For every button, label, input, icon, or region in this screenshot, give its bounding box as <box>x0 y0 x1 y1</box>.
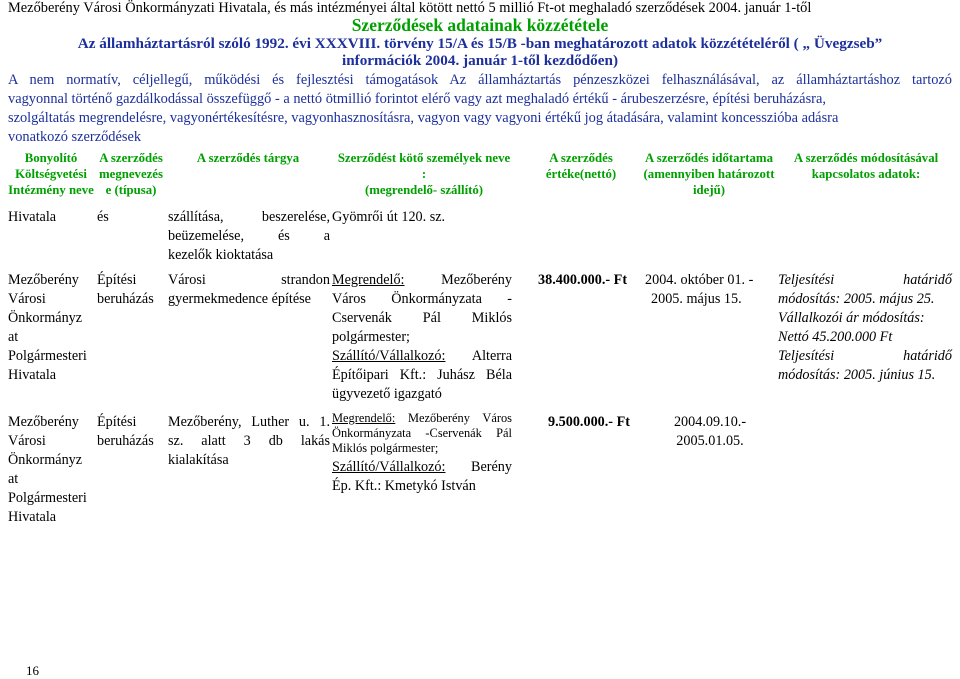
law-reference-line-2: információk 2004. január 1-től kezdődően) <box>341 52 619 69</box>
scope-description <box>8 71 952 147</box>
row3-duration: 2004.09.10.- 2005.01.05. <box>673 414 747 449</box>
row2-institution: Mezőberény Városi Önkormányz at Polgármesteri Hivatala <box>8 272 87 383</box>
column-header-institution: Bonyolító Költségvetési Intézmény neve <box>8 151 94 197</box>
row1-parties: Gyömrői út 120. sz. <box>332 209 446 225</box>
supplier-label: Szállító/Vállalkozó: <box>332 348 446 364</box>
column-header-subject: A szerződés tárgya <box>196 151 300 165</box>
page-number: 16 <box>26 663 39 678</box>
column-header-duration: A szerződés időtartama (amennyiben határozott idejű) <box>643 151 775 197</box>
row1-type: és <box>97 209 109 225</box>
row3-parties: Megrendelő: Mezőberény Város Önkormányzata -Cservenák Pál Miklós polgármester; Szállító/Vállalkozó: Berény Ép. Kft.: Kmetykó István <box>332 411 512 494</box>
supplier-label: Szállító/Vállalkozó: <box>332 459 446 475</box>
description-line: vonatkozó szerződések <box>8 129 142 145</box>
row3-type: Építési beruházás <box>97 414 154 449</box>
column-header-value: A szerződés értéke(nettó) <box>545 151 617 181</box>
row1-institution: Hivatala <box>8 209 57 225</box>
intro-line: Mezőberény Városi Önkormányzati Hivatala, és más intézményei által kötött nettó 5 millió Ft-ot meghaladó szerződések 2004. január 1-től <box>8 0 812 16</box>
description-line: vagyonnal történő gazdálkodással összefüggő - a nettó ötmillió forintot elérő vagy azt meghaladó értékű - árubeszerzésre, építési beruházásra, <box>8 91 826 107</box>
column-header-parties: Szerződést kötő személyek neve : (megrendelő- szállító) <box>337 151 511 197</box>
description-line: A nem normatív, céljellegű, működési és fejlesztési támogatások Az államháztartás pénzeszközei felhasználásával, az államháztartáshoz tartozó <box>8 72 952 88</box>
customer-label: Megrendelő: <box>332 411 396 425</box>
row1-subject: szállítása, beszerelése, beüzemelése, és a kezelők kioktatása <box>168 209 330 263</box>
page-title: Szerződések adatainak közzététele <box>351 15 609 35</box>
description-line: szolgáltatás megrendelésre, vagyonértékesítésre, vagyonhasznosításra, vagyon vagy vagyoni értékű jog átadására, valamint koncesszióba adásra <box>8 110 839 126</box>
row3-subject: Mezőberény, Luther u. 1. sz. alatt 3 db lakás kialakítása <box>168 414 330 468</box>
column-header-type: A szerződés megnevezés e (típusa) <box>99 151 163 197</box>
row3-institution: Mezőberény Városi Önkormányz at Polgármesteri Hivatala <box>8 414 87 525</box>
row3-value: 9.500.000.- Ft <box>548 414 630 430</box>
row2-parties: Megrendelő: Mezőberény Város Önkormányzata - Cservenák Pál Miklós polgármester; Szállító/Vállalkozó: Alterra Építőipari Kft.: Juhász Béla ügyvezető igazgató <box>332 272 512 402</box>
row2-subject: Városi strandon gyermekmedence építése <box>168 272 330 307</box>
row2-modification: Teljesítési határidő módosítás: 2005. május 25. Vállalkozói ár módosítás: Nettó 45.200.000 Ft Teljesítési határidő módosítás: 2005. június 15. <box>778 272 952 383</box>
row2-type: Építési beruházás <box>97 272 154 307</box>
law-reference-line-1: Az államháztartásról szóló 1992. évi XXXVIII. törvény 15/A és 15/B -ban meghatározott adatok közzétételéről ( „ Üvegzseb” <box>77 35 883 52</box>
row2-value: 38.400.000.- Ft <box>538 272 628 288</box>
column-header-modification: A szerződés módosításával kapcsolatos adatok: <box>793 151 939 181</box>
customer-label: Megrendelő: <box>332 272 405 288</box>
row2-duration: 2004. október 01. - 2005. május 15. <box>645 272 754 307</box>
